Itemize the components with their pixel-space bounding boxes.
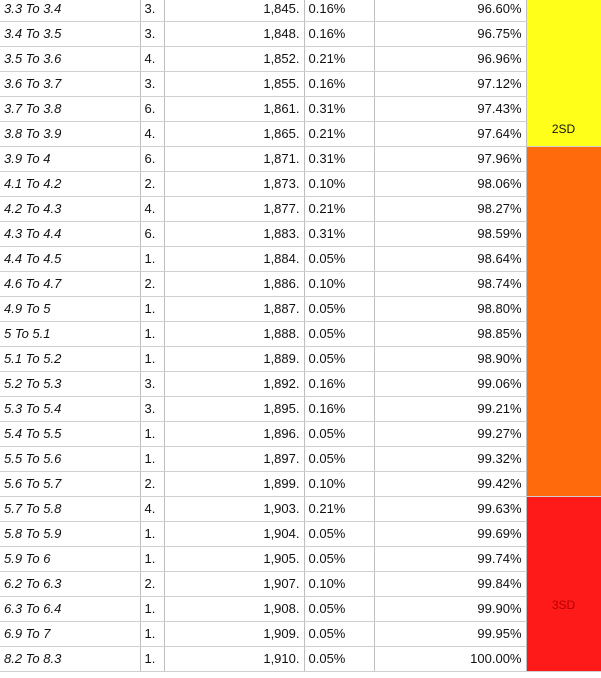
percent-cell[interactable]: 0.16% — [304, 0, 374, 22]
percent-cell[interactable]: 0.16% — [304, 372, 374, 397]
percent-cell[interactable]: 0.10% — [304, 172, 374, 197]
cumulative-percent-cell[interactable]: 99.21% — [374, 397, 526, 422]
count-cell[interactable]: 1. — [140, 297, 164, 322]
table-row — [0, 472, 601, 497]
range-cell[interactable]: 6.9 To 7 — [0, 622, 140, 647]
range-cell[interactable]: 5.8 To 5.9 — [0, 522, 140, 547]
cumulative-cell[interactable]: 1,873. — [164, 172, 304, 197]
percent-cell[interactable]: 0.05% — [304, 647, 374, 672]
table-row — [0, 572, 601, 597]
table-row — [0, 247, 601, 272]
cumulative-cell[interactable]: 1,910. — [164, 647, 304, 672]
cumulative-cell[interactable]: 1,871. — [164, 147, 304, 172]
cumulative-percent-cell[interactable]: 99.84% — [374, 572, 526, 597]
table-row — [0, 147, 601, 172]
band-label-2sd: 2SD — [551, 122, 576, 136]
count-cell[interactable]: 1. — [140, 422, 164, 447]
table-row — [0, 47, 601, 72]
range-cell[interactable]: 3.9 To 4 — [0, 147, 140, 172]
percent-cell[interactable]: 0.16% — [304, 72, 374, 97]
range-cell[interactable]: 5.5 To 5.6 — [0, 447, 140, 472]
range-cell[interactable]: 3.7 To 3.8 — [0, 97, 140, 122]
cumulative-percent-cell[interactable]: 99.74% — [374, 547, 526, 572]
range-cell[interactable]: 5.7 To 5.8 — [0, 497, 140, 522]
count-cell[interactable]: 1. — [140, 447, 164, 472]
count-cell[interactable]: 2. — [140, 172, 164, 197]
range-cell[interactable]: 4.9 To 5 — [0, 297, 140, 322]
count-cell[interactable]: 1. — [140, 522, 164, 547]
count-cell[interactable]: 2. — [140, 472, 164, 497]
band-orange[interactable] — [526, 147, 601, 497]
table-row — [0, 547, 601, 572]
percent-cell[interactable]: 0.05% — [304, 247, 374, 272]
count-cell[interactable]: 3. — [140, 72, 164, 97]
cumulative-cell[interactable]: 1,861. — [164, 97, 304, 122]
cumulative-percent-cell[interactable]: 99.63% — [374, 497, 526, 522]
cumulative-cell[interactable]: 1,909. — [164, 622, 304, 647]
count-cell[interactable]: 1. — [140, 347, 164, 372]
table-row — [0, 647, 601, 672]
cumulative-cell[interactable]: 1,897. — [164, 447, 304, 472]
count-cell[interactable]: 4. — [140, 497, 164, 522]
cumulative-percent-cell[interactable]: 98.64% — [374, 247, 526, 272]
range-cell[interactable]: 5.2 To 5.3 — [0, 372, 140, 397]
range-cell[interactable]: 6.3 To 6.4 — [0, 597, 140, 622]
count-cell[interactable]: 1. — [140, 647, 164, 672]
percent-cell[interactable]: 0.05% — [304, 447, 374, 472]
band-label-3sd: 3SD — [551, 598, 576, 612]
table-row — [0, 197, 601, 222]
percent-cell[interactable]: 0.05% — [304, 422, 374, 447]
count-cell[interactable]: 3. — [140, 397, 164, 422]
cumulative-cell[interactable]: 1,892. — [164, 372, 304, 397]
cumulative-percent-cell[interactable]: 99.27% — [374, 422, 526, 447]
cumulative-percent-cell[interactable]: 99.90% — [374, 597, 526, 622]
cumulative-percent-cell[interactable]: 97.12% — [374, 72, 526, 97]
range-cell[interactable]: 3.3 To 3.4 — [0, 0, 140, 22]
cumulative-percent-cell[interactable]: 96.60% — [374, 0, 526, 22]
table-row — [0, 322, 601, 347]
percent-cell[interactable]: 0.10% — [304, 272, 374, 297]
percent-cell[interactable]: 0.16% — [304, 397, 374, 422]
cumulative-cell[interactable]: 1,884. — [164, 247, 304, 272]
table-row — [0, 97, 601, 122]
cumulative-cell[interactable]: 1,886. — [164, 272, 304, 297]
cumulative-cell[interactable]: 1,883. — [164, 222, 304, 247]
cumulative-percent-cell[interactable]: 98.74% — [374, 272, 526, 297]
cumulative-cell[interactable]: 1,855. — [164, 72, 304, 97]
cumulative-percent-cell[interactable]: 99.69% — [374, 522, 526, 547]
table-row — [0, 22, 601, 47]
percent-cell[interactable]: 0.05% — [304, 522, 374, 547]
range-cell[interactable]: 3.8 To 3.9 — [0, 122, 140, 147]
count-cell[interactable]: 4. — [140, 47, 164, 72]
cumulative-percent-cell[interactable]: 99.95% — [374, 622, 526, 647]
percent-cell[interactable]: 0.21% — [304, 122, 374, 147]
cumulative-percent-cell[interactable]: 99.06% — [374, 372, 526, 397]
range-cell[interactable]: 3.4 To 3.5 — [0, 22, 140, 47]
table-row — [0, 272, 601, 297]
count-cell[interactable]: 6. — [140, 222, 164, 247]
cumulative-percent-cell[interactable]: 96.96% — [374, 47, 526, 72]
cumulative-percent-cell[interactable]: 98.85% — [374, 322, 526, 347]
band-2sd[interactable] — [526, 0, 601, 147]
count-cell[interactable]: 1. — [140, 622, 164, 647]
cumulative-cell[interactable]: 1,865. — [164, 122, 304, 147]
table-row — [0, 422, 601, 447]
percent-cell[interactable]: 0.16% — [304, 22, 374, 47]
table-row — [0, 522, 601, 547]
range-cell[interactable]: 3.6 To 3.7 — [0, 72, 140, 97]
table-row — [0, 222, 601, 247]
cumulative-percent-cell[interactable]: 98.59% — [374, 222, 526, 247]
cumulative-cell[interactable]: 1,907. — [164, 572, 304, 597]
percent-cell[interactable]: 0.05% — [304, 597, 374, 622]
band-3sd[interactable] — [526, 497, 601, 672]
count-cell[interactable]: 1. — [140, 322, 164, 347]
cumulative-percent-cell[interactable]: 97.64% — [374, 122, 526, 147]
range-cell[interactable]: 5.1 To 5.2 — [0, 347, 140, 372]
cumulative-cell[interactable]: 1,887. — [164, 297, 304, 322]
table-row — [0, 122, 601, 147]
range-cell[interactable]: 3.5 To 3.6 — [0, 47, 140, 72]
percent-cell[interactable]: 0.10% — [304, 572, 374, 597]
count-cell[interactable]: 3. — [140, 22, 164, 47]
range-cell[interactable]: 5 To 5.1 — [0, 322, 140, 347]
range-cell[interactable]: 4.4 To 4.5 — [0, 247, 140, 272]
count-cell[interactable]: 6. — [140, 147, 164, 172]
range-cell[interactable]: 4.3 To 4.4 — [0, 222, 140, 247]
table-row — [0, 297, 601, 322]
cumulative-percent-cell[interactable]: 98.80% — [374, 297, 526, 322]
percent-cell[interactable]: 0.05% — [304, 347, 374, 372]
table-row — [0, 447, 601, 472]
range-cell[interactable]: 5.9 To 6 — [0, 547, 140, 572]
cumulative-percent-cell[interactable]: 98.06% — [374, 172, 526, 197]
range-cell[interactable]: 8.2 To 8.3 — [0, 647, 140, 672]
cumulative-cell[interactable]: 1,852. — [164, 47, 304, 72]
cumulative-cell[interactable]: 1,848. — [164, 22, 304, 47]
cumulative-cell[interactable]: 1,845. — [164, 0, 304, 22]
count-cell[interactable]: 1. — [140, 597, 164, 622]
range-cell[interactable]: 5.3 To 5.4 — [0, 397, 140, 422]
count-cell[interactable]: 3. — [140, 372, 164, 397]
range-cell[interactable]: 4.2 To 4.3 — [0, 197, 140, 222]
cumulative-percent-cell[interactable]: 97.96% — [374, 147, 526, 172]
percent-cell[interactable]: 0.31% — [304, 222, 374, 247]
count-cell[interactable]: 4. — [140, 197, 164, 222]
cumulative-cell[interactable]: 1,904. — [164, 522, 304, 547]
range-cell[interactable]: 6.2 To 6.3 — [0, 572, 140, 597]
percent-cell[interactable]: 0.31% — [304, 97, 374, 122]
cumulative-cell[interactable]: 1,888. — [164, 322, 304, 347]
table-row — [0, 172, 601, 197]
cumulative-percent-cell[interactable]: 97.43% — [374, 97, 526, 122]
count-cell[interactable]: 1. — [140, 247, 164, 272]
cumulative-cell[interactable]: 1,877. — [164, 197, 304, 222]
table-row — [0, 372, 601, 397]
cumulative-cell[interactable]: 1,889. — [164, 347, 304, 372]
table-row — [0, 347, 601, 372]
cumulative-cell[interactable]: 1,905. — [164, 547, 304, 572]
table-row — [0, 72, 601, 97]
percent-cell[interactable]: 0.05% — [304, 297, 374, 322]
percent-cell[interactable]: 0.21% — [304, 197, 374, 222]
table-row — [0, 397, 601, 422]
cumulative-cell[interactable]: 1,908. — [164, 597, 304, 622]
table-row — [0, 597, 601, 622]
count-cell[interactable]: 4. — [140, 122, 164, 147]
range-cell[interactable]: 5.4 To 5.5 — [0, 422, 140, 447]
percent-cell[interactable]: 0.05% — [304, 322, 374, 347]
count-cell[interactable]: 1. — [140, 547, 164, 572]
count-cell[interactable]: 6. — [140, 97, 164, 122]
percent-cell[interactable]: 0.10% — [304, 472, 374, 497]
cumulative-percent-cell[interactable]: 99.42% — [374, 472, 526, 497]
count-cell[interactable]: 2. — [140, 272, 164, 297]
percent-cell[interactable]: 0.05% — [304, 622, 374, 647]
cumulative-cell[interactable]: 1,903. — [164, 497, 304, 522]
table-row — [0, 0, 601, 22]
percent-cell[interactable]: 0.21% — [304, 497, 374, 522]
percent-cell[interactable]: 0.21% — [304, 47, 374, 72]
range-cell[interactable]: 4.1 To 4.2 — [0, 172, 140, 197]
cumulative-percent-cell[interactable]: 99.32% — [374, 447, 526, 472]
cumulative-cell[interactable]: 1,895. — [164, 397, 304, 422]
percent-cell[interactable]: 0.05% — [304, 547, 374, 572]
cumulative-cell[interactable]: 1,899. — [164, 472, 304, 497]
cumulative-percent-cell[interactable]: 100.00% — [374, 647, 526, 672]
table-row — [0, 497, 601, 522]
cumulative-percent-cell[interactable]: 98.90% — [374, 347, 526, 372]
percent-cell[interactable]: 0.31% — [304, 147, 374, 172]
cumulative-percent-cell[interactable]: 98.27% — [374, 197, 526, 222]
count-cell[interactable]: 3. — [140, 0, 164, 22]
cumulative-cell[interactable]: 1,896. — [164, 422, 304, 447]
table-row — [0, 622, 601, 647]
range-cell[interactable]: 4.6 To 4.7 — [0, 272, 140, 297]
range-cell[interactable]: 5.6 To 5.7 — [0, 472, 140, 497]
count-cell[interactable]: 2. — [140, 572, 164, 597]
cumulative-percent-cell[interactable]: 96.75% — [374, 22, 526, 47]
